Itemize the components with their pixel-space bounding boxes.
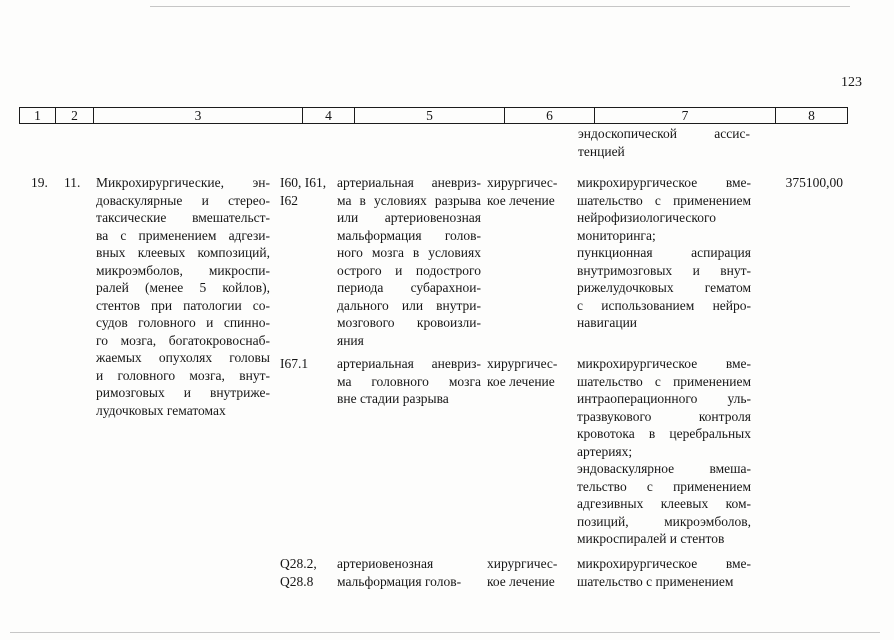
text-line: микрохирургическое вме-	[577, 356, 751, 371]
page-number: 123	[841, 75, 862, 90]
text-line: Q28.2,	[280, 556, 317, 571]
price-cell: 375100,00	[785, 175, 843, 190]
text-line: рижелудочковых гематом	[577, 280, 751, 295]
text-line: ва с применением адгези-	[96, 227, 270, 243]
text-line: мальформация голов-	[337, 573, 462, 589]
text-line: микроэмболов, микроспи-	[96, 262, 270, 278]
text-line: шательство с применением	[577, 192, 751, 208]
text-line: вне стадии разрыва	[337, 391, 449, 406]
header-col-8: 8	[775, 108, 847, 123]
header-col-2: 2	[55, 108, 93, 123]
diagnosis-cell	[337, 555, 481, 590]
text-line: интраоперационного уль-	[577, 391, 751, 406]
text-line: кое лечение	[487, 373, 555, 389]
text-line: яния	[337, 332, 364, 348]
text-line: эндоскопической ассис-	[578, 126, 750, 141]
text-line: навигации	[577, 315, 638, 330]
text-line: кое лечение	[487, 573, 555, 589]
text-line: I62	[280, 192, 298, 208]
header-col-5: 5	[354, 108, 504, 123]
text-line: шательство с применением	[577, 373, 751, 389]
icd-codes-cell	[280, 174, 326, 209]
text-line: таксические вмешательст-	[96, 210, 270, 225]
text-line: тенцией	[578, 143, 625, 159]
text-line: Q28.8	[280, 573, 314, 589]
group-number: 11.	[64, 175, 81, 190]
text-line: хирургичес-	[487, 556, 558, 571]
text-line: пункционная аспирация	[577, 245, 751, 260]
treatment-type-cell	[96, 174, 270, 419]
text-line: артериовенозная	[337, 556, 434, 571]
text-line: микроспиралей и стентов	[577, 531, 725, 546]
diagnosis-cell	[337, 174, 481, 349]
text-line: мозгового кровоизли-	[337, 315, 481, 330]
method-cell	[577, 555, 751, 590]
text-line: I60, I61,	[280, 175, 327, 190]
scan-edge-bottom	[10, 632, 880, 633]
text-line: римозговых и внутриже-	[96, 385, 270, 400]
text-line: тельство с применением	[577, 478, 751, 494]
icd-codes-cell	[280, 555, 317, 590]
text-line: с использованием нейро-	[577, 297, 751, 313]
text-line: вных клеевых композиций,	[96, 245, 270, 260]
text-line: адгезивных клеевых ком-	[577, 496, 751, 511]
header-col-4: 4	[302, 108, 354, 123]
text-line: доваскулярные и стерео-	[96, 192, 270, 208]
icd-codes-cell	[280, 355, 308, 373]
text-line: позиций, микроэмболов,	[577, 513, 751, 529]
row-number: 19.	[31, 175, 48, 190]
text-line: артериях;	[577, 443, 633, 459]
header-col-7: 7	[594, 108, 775, 123]
text-line: го мозга, богатокровоснаб-	[96, 332, 270, 348]
text-line: тразвукового контроля	[577, 408, 751, 424]
text-line: нейрофизиологического	[577, 210, 716, 225]
continuation-method-cell	[578, 125, 750, 160]
text-line: внутримозговых и внут-	[577, 262, 751, 278]
text-line: хирургичес-	[487, 175, 558, 190]
text-line: ма головного мозга	[337, 373, 481, 389]
text-line: артериальная аневриз-	[337, 356, 481, 371]
text-line: Микрохирургические, эн-	[96, 175, 270, 190]
text-line: кое лечение	[487, 192, 555, 208]
text-line: микрохирургическое вме-	[577, 175, 751, 190]
text-line: шательство с применением	[577, 573, 734, 589]
header-col-1: 1	[34, 108, 41, 123]
text-line: артериальная аневриз-	[337, 175, 481, 190]
text-line: дального или внутри-	[337, 297, 481, 313]
text-line: кровотока в церебральных	[577, 426, 751, 441]
diagnosis-cell	[337, 355, 481, 408]
text-line: или артериовенозная	[337, 210, 481, 225]
text-line: микрохирургическое вме-	[577, 556, 751, 571]
text-line: ма в условиях разрыва	[337, 192, 481, 208]
table-header-row	[19, 107, 848, 124]
text-line: стентов при патологии со-	[96, 297, 270, 313]
treatment-kind-cell	[487, 355, 557, 390]
text-line: жаемых опухолях головы	[96, 350, 270, 365]
method-cell	[577, 355, 751, 548]
header-col-3: 3	[93, 108, 302, 123]
text-line: I67.1	[280, 356, 309, 371]
text-line: мальформация голов-	[337, 227, 481, 243]
text-line: лудочковых гематомах	[96, 402, 226, 418]
header-col-6: 6	[504, 108, 594, 123]
text-line: мониторинга;	[577, 227, 656, 243]
text-line: судов головного и спинно-	[96, 315, 270, 330]
text-line: ралей (менее 5 койлов),	[96, 280, 270, 295]
text-line: эндоваскулярное вмеша-	[577, 461, 751, 476]
treatment-kind-cell	[487, 555, 557, 590]
scan-edge-top	[150, 6, 850, 7]
text-line: и головного мозга, внут-	[96, 367, 270, 383]
text-line: хирургичес-	[487, 356, 558, 371]
text-line: острого и подострого	[337, 262, 481, 278]
method-cell	[577, 174, 751, 332]
text-line: периода субарахнои-	[337, 280, 481, 295]
treatment-kind-cell	[487, 174, 557, 209]
text-line: ного мозга в условиях	[337, 245, 481, 260]
